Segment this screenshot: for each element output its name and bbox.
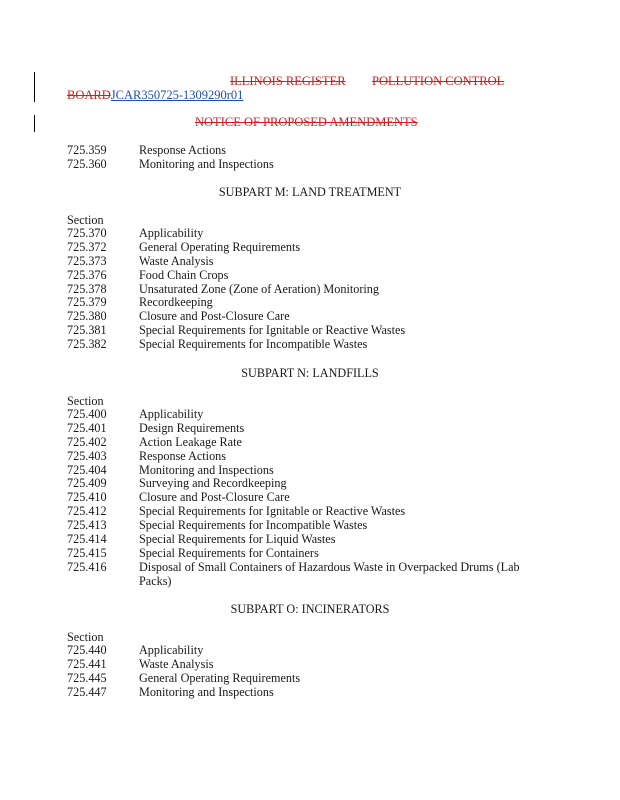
section-title: Design Requirements <box>139 420 245 435</box>
section-title: Applicability <box>139 226 204 240</box>
section-number: 725.382 <box>67 337 107 352</box>
section-title: Surveying and Recordkeeping <box>139 476 287 491</box>
subpart-m-section-label: Section <box>67 213 104 227</box>
section-title: Response Actions <box>139 448 227 463</box>
section-title: Special Requirements for Liquid Wastes <box>139 532 336 547</box>
change-bar-header <box>34 72 35 102</box>
section-title: Monitoring and Inspections <box>139 684 274 699</box>
toc-entry <box>0 450 620 464</box>
section-number: 725.373 <box>67 253 107 268</box>
section-number: 725.403 <box>67 448 107 463</box>
toc-entry <box>0 158 620 172</box>
toc-entry <box>0 227 620 241</box>
section-title: Special Requirements for Incompatible Wastes <box>139 337 368 352</box>
toc-entry <box>0 505 620 519</box>
change-bar-notice <box>34 115 35 132</box>
toc-entry <box>0 310 620 324</box>
toc-entry <box>0 324 620 338</box>
toc-entry <box>0 422 620 436</box>
section-title: Special Requirements for Ignitable or Reactive Wastes <box>139 504 406 519</box>
section-number: 725.380 <box>67 309 107 324</box>
section-title: Recordkeeping <box>139 295 213 310</box>
section-title: Special Requirements for Containers <box>139 545 319 560</box>
section-title: Waste Analysis <box>139 253 214 268</box>
section-title: Action Leakage Rate <box>139 434 242 449</box>
subpart-n-heading: SUBPART N: LANDFILLS <box>241 366 379 380</box>
section-number: 725.441 <box>67 656 107 671</box>
toc-entry <box>0 519 620 533</box>
section-number: 725.445 <box>67 670 107 685</box>
toc-entry <box>0 338 620 352</box>
section-number: 725.401 <box>67 420 107 435</box>
section-title: Unsaturated Zone (Zone of Aeration) Monitoring <box>139 281 379 296</box>
toc-entry <box>0 561 620 589</box>
section-number: 725.359 <box>67 143 107 157</box>
toc-entry <box>0 144 620 158</box>
board-name-deleted: POLLUTION CONTROL <box>372 74 505 88</box>
section-title: Closure and Post-Closure Care <box>139 490 290 505</box>
notice-title-deleted: NOTICE OF PROPOSED AMENDMENTS <box>195 115 418 129</box>
toc-list-top <box>0 144 620 172</box>
section-title: Special Requirements for Incompatible Wastes <box>139 518 368 533</box>
toc-entry <box>0 436 620 450</box>
section-number: 725.376 <box>67 267 107 282</box>
toc-entry <box>0 672 620 686</box>
section-title: Applicability <box>139 407 204 421</box>
toc-entry <box>0 464 620 478</box>
toc-entry <box>0 491 620 505</box>
section-number: 725.447 <box>67 684 107 699</box>
toc-entry <box>0 644 620 658</box>
section-number: 725.400 <box>67 407 107 421</box>
subpart-n-section-label: Section <box>67 394 104 408</box>
section-title: Monitoring and Inspections <box>139 156 274 171</box>
section-number: 725.414 <box>67 532 107 547</box>
section-title: Special Requirements for Ignitable or Reactive Wastes <box>139 323 406 338</box>
section-title: Monitoring and Inspections <box>139 462 274 477</box>
toc-entry <box>0 686 620 700</box>
section-number: 725.412 <box>67 504 107 519</box>
toc-entry <box>0 255 620 269</box>
section-number: 725.410 <box>67 490 107 505</box>
section-number: 725.402 <box>67 434 107 449</box>
section-title: Closure and Post-Closure Care <box>139 309 290 324</box>
toc-entry <box>0 408 620 422</box>
register-title-deleted: ILLINOIS REGISTER <box>230 74 346 88</box>
toc-entry <box>0 241 620 255</box>
section-title: General Operating Requirements <box>139 239 301 254</box>
toc-entry <box>0 547 620 561</box>
section-number: 725.415 <box>67 545 107 560</box>
board-name-deleted-cont: BOARD <box>67 88 111 102</box>
section-number: 725.409 <box>67 476 107 491</box>
toc-list-subpart-n <box>0 408 620 589</box>
section-number: 725.378 <box>67 281 107 296</box>
toc-entry <box>0 658 620 672</box>
section-number: 725.370 <box>67 226 107 240</box>
subpart-o-section-label: Section <box>67 630 104 644</box>
toc-entry <box>0 477 620 491</box>
toc-entry <box>0 533 620 547</box>
section-number: 725.413 <box>67 518 107 533</box>
section-title: Disposal of Small Containers of Hazardous Waste in Overpacked Drums (Lab Packs) <box>139 559 520 588</box>
subpart-o-heading: SUBPART O: INCINERATORS <box>230 602 390 616</box>
subpart-m-heading: SUBPART M: LAND TREATMENT <box>218 185 402 199</box>
section-title: Waste Analysis <box>139 656 214 671</box>
toc-entry <box>0 296 620 310</box>
section-number: 725.379 <box>67 295 107 310</box>
section-number: 725.372 <box>67 239 107 254</box>
section-title: Food Chain Crops <box>139 267 229 282</box>
toc-list-subpart-o <box>0 644 620 700</box>
section-number: 725.404 <box>67 462 107 477</box>
section-title: Response Actions <box>139 143 227 157</box>
section-number: 725.416 <box>67 559 107 574</box>
jcar-id-inserted: JCAR350725-1309290r01 <box>110 88 244 102</box>
toc-entry <box>0 269 620 283</box>
section-number: 725.360 <box>67 156 107 171</box>
header-line-2 <box>67 88 243 103</box>
section-number: 725.381 <box>67 323 107 338</box>
section-title: Applicability <box>139 643 204 657</box>
section-number: 725.440 <box>67 643 107 657</box>
toc-entry <box>0 283 620 297</box>
section-title: General Operating Requirements <box>139 670 301 685</box>
toc-list-subpart-m <box>0 227 620 352</box>
